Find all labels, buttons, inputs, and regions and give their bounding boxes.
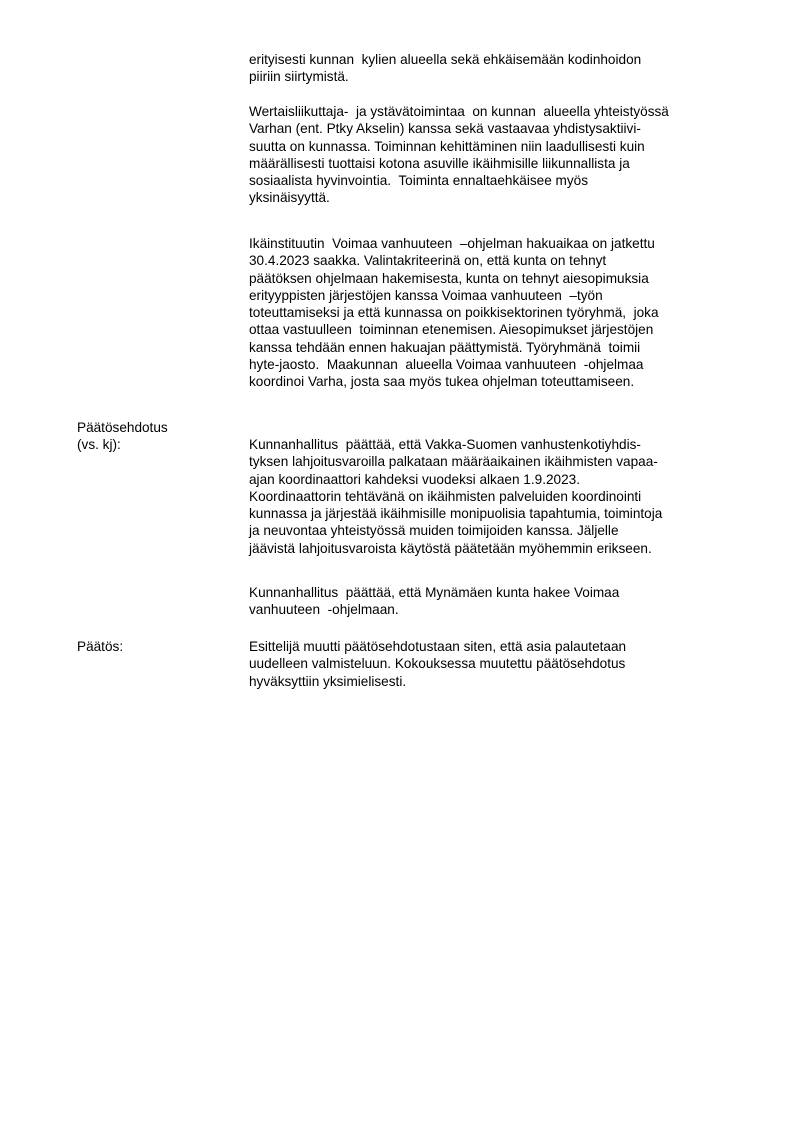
- proposal-label-line: (vs. kj):: [77, 437, 121, 453]
- text-line: päätöksen ohjelmaan hakemisesta, kunta on tehnyt aiesopimuksia: [249, 270, 649, 286]
- text-line: koordinoi Varha, josta saa myös tukea ohjelman toteuttamiseen.: [249, 374, 635, 390]
- proposal-label: [77, 419, 168, 454]
- text-line: jäävistä lahjoitusvaroista käytöstä päätetään myöhemmin erikseen.: [249, 540, 652, 556]
- text-line: sosiaalista hyvinvointia. Toiminta ennaltaehkäisee myös: [249, 173, 589, 189]
- text-line: vanhuuteen -ohjelmaan.: [249, 602, 399, 618]
- decision-label: [77, 638, 123, 655]
- text-line: 30.4.2023 saakka. Valintakriteerinä on, että kunta on tehnyt: [249, 253, 607, 269]
- text-line: ajan koordinaattori kahdeksi vuodeksi alkaen 1.9.2023.: [249, 471, 581, 487]
- text-line: toteuttamiseksi ja että kunnassa on poikkisektorinen työryhmä, joka: [249, 305, 659, 321]
- text-line: yksinäisyyttä.: [249, 190, 330, 206]
- text-line: Wertaisliikuttaja- ja ystävätoimintaa on kunnan alueella yhteistyössä: [249, 104, 669, 119]
- proposal-paragraph-2: [249, 584, 719, 619]
- text-line: ottaa vastuulleen toiminnan etenemisen. Aiesopimukset järjestöjen: [249, 322, 654, 338]
- text-line: erityyppisten järjestöjen kanssa Voimaa vanhuuteen –työn: [249, 287, 603, 303]
- text-line: Koordinaattorin tehtävänä on ikäihmisten palveluiden koordinointi: [249, 488, 642, 504]
- text-line: Ikäinstituutin Voimaa vanhuuteen –ohjelman hakuaikaa on jatkettu: [249, 236, 655, 251]
- text-line: erityisesti kunnan kylien alueella sekä ehkäisemään kodinhoidon: [249, 52, 642, 67]
- text-line: ja neuvontaa yhteistyössä muiden toimijoiden kanssa. Jäljelle: [249, 523, 619, 539]
- proposal-label-line: Päätösehdotus: [77, 420, 168, 435]
- text-line: piiriin siirtymistä.: [249, 69, 349, 85]
- text-line: Kunnanhallitus päättää, että Mynämäen kunta hakee Voimaa: [249, 585, 620, 600]
- text-line: Varhan (ent. Ptky Akselin) kanssa sekä vastaavaa yhdistysaktiivi-: [249, 121, 641, 137]
- text-line: kanssa tehdään ennen hakuajan päättymistä. Työryhmänä toimii: [249, 339, 641, 355]
- text-line: uudelleen valmisteluun. Kokouksessa muutettu päätösehdotus: [249, 656, 626, 672]
- text-line: Kunnanhallitus päättää, että Vakka-Suomen vanhustenkotiyhdis-: [249, 437, 641, 452]
- decision-paragraph: [249, 638, 719, 690]
- decision-label-text: Päätös:: [77, 639, 124, 654]
- text-line: hyväksyttiin yksimielisesti.: [249, 673, 407, 689]
- program-paragraph: [249, 235, 719, 391]
- text-line: kunnassa ja järjestää ikäihmisille monipuolisia tapahtumia, toimintoja: [249, 506, 663, 522]
- text-line: tyksen lahjoitusvaroilla palkataan määräaikainen ikäihmisten vapaa-: [249, 454, 658, 470]
- text-line: suutta on kunnassa. Toiminnan kehittäminen niin laadullisesti kuin: [249, 138, 645, 154]
- text-line: Esittelijä muutti päätösehdotustaan siten, että asia palautetaan: [249, 639, 627, 654]
- text-line: hyte-jaosto. Maakunnan alueella Voimaa vanhuuteen -ohjelmaa: [249, 357, 644, 373]
- text-line: määrällisesti tuottaisi kotona asuville ikäihmisille liikunnallista ja: [249, 155, 630, 171]
- proposal-paragraph-1: [249, 436, 719, 557]
- intro-paragraph: [249, 51, 719, 86]
- peer-activity-paragraph: [249, 103, 719, 207]
